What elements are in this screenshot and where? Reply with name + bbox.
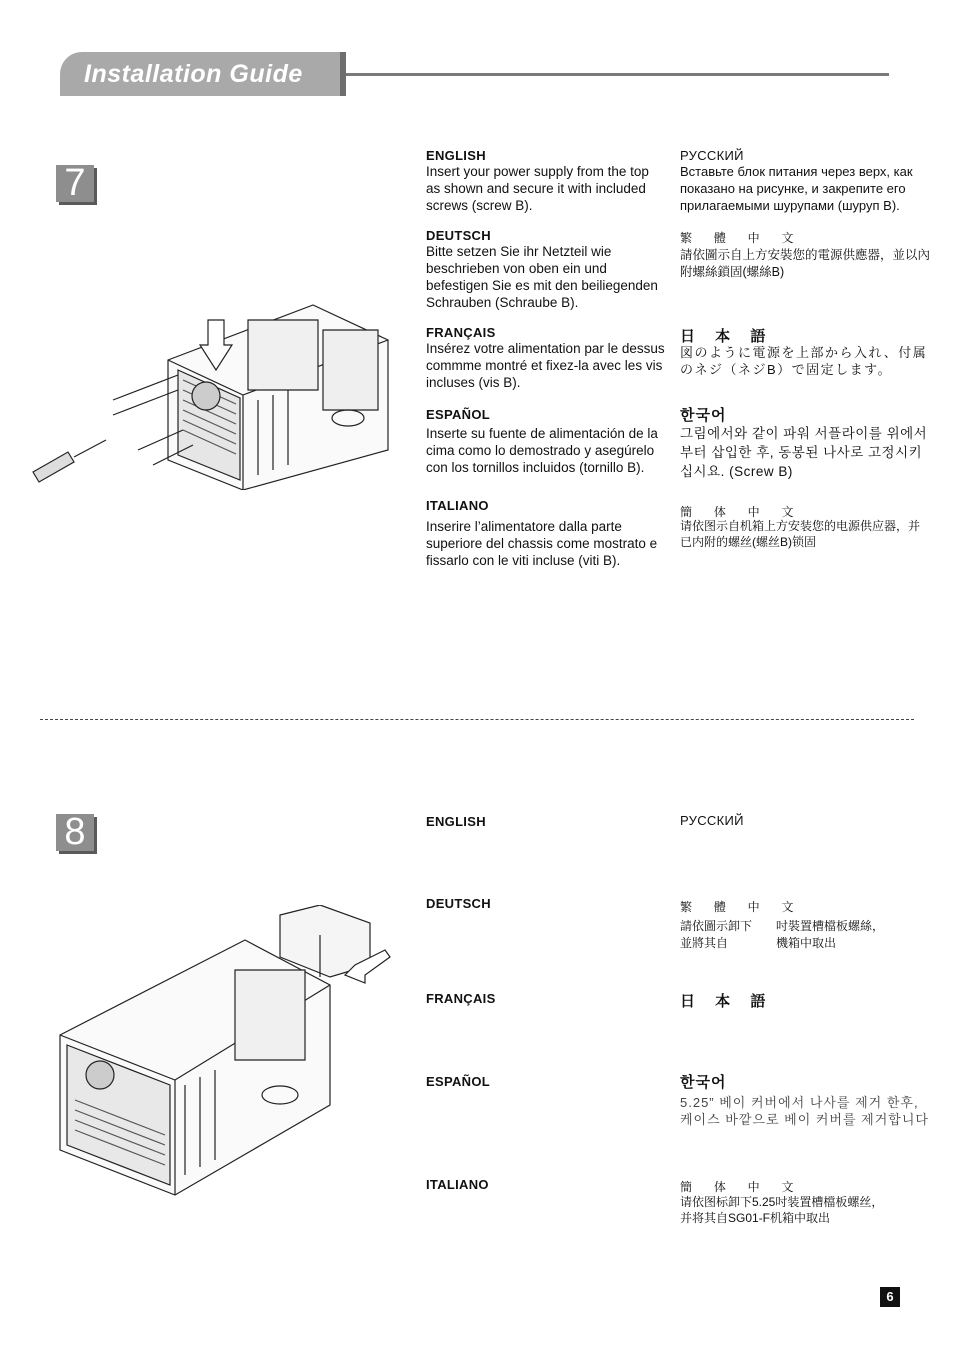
step8-korean-heading: 한국어 xyxy=(680,1074,727,1091)
step8-francais-heading: FRANÇAIS xyxy=(426,991,496,1006)
step8-trad-chinese-line1: 請依圖示卸下 吋裝置槽檔板螺絲， xyxy=(680,919,885,933)
page-number: 6 xyxy=(880,1287,900,1307)
step7-russian-heading: РУССКИЙ xyxy=(680,148,744,163)
step8-english-heading: ENGLISH xyxy=(426,814,486,829)
step7-deutsch-text: Bitte setzen Sie ihr Netzteil wie beschrieben von oben ein und befestigen Sie es mit den beiliegenden Schrauben (Schraube B). xyxy=(426,244,658,310)
step7-japanese-heading: 日 本 語 xyxy=(680,328,774,345)
step7-trad-chinese-text: 請依圖示自上方安裝您的電源供應器，並以內附螺絲鎖固(螺絲B) xyxy=(680,248,931,279)
step8-espanol-heading: ESPAÑOL xyxy=(426,1074,490,1089)
step8-simp-chinese-line1: 请依图标卸下5.25吋装置槽檔板螺丝， xyxy=(680,1195,884,1209)
step7-italiano-text: Inserire l’alimentatore dalla parte superiore del chassis come mostrato e fissarlo con le viti incluse (viti B). xyxy=(426,519,658,568)
header-rule xyxy=(346,73,889,76)
step8-simp-chinese-heading: 簡 体 中 文 xyxy=(680,1180,803,1194)
step7-espanol-heading: ESPAÑOL xyxy=(426,407,490,422)
step7-korean-text: 그림에서와 같이 파워 서플라이를 위에서부터 삽입한 후, 동봉된 나사로 고정시키십시요. (Screw B) xyxy=(680,426,928,479)
step8-trad-chinese-line2: 並將其自 機箱中取出 xyxy=(680,936,837,950)
step7-korean-heading: 한국어 xyxy=(680,407,727,424)
step-7-illustration xyxy=(28,300,398,490)
step8-korean-line2: 케이스 바깥으로 베이 커버를 제거합니다 xyxy=(680,1112,929,1127)
step7-simp-chinese-text: 请依图示自机箱上方安装您的电源供应器，并已内附的螺丝(螺丝B)锁固 xyxy=(680,519,921,549)
step8-russian-heading: РУССКИЙ xyxy=(680,813,744,828)
section-divider xyxy=(40,719,914,720)
step-8-illustration xyxy=(55,905,400,1200)
step7-francais-text: Insérez votre alimentation par le dessus commme montré et fixez-la avec les vis incluses (vis B). xyxy=(426,341,665,390)
step7-espanol-text: Inserte su fuente de alimentación de la cima como lo demostrado y asegúrelo con los tornillos incluidos (tornillo B). xyxy=(426,426,658,475)
step7-russian-text: Вставьте блок питания через верх, как показано на рисунке, и закрепите его прилагаемыми шурупами (шуруп B). xyxy=(680,164,913,213)
page-title: Installation Guide xyxy=(84,60,303,88)
step-7-number: 7 xyxy=(56,165,94,202)
step7-japanese-text: 図のように電源を上部から入れ、付属のネジ（ネジB）で固定します。 xyxy=(680,345,928,377)
step8-italiano-heading: ITALIANO xyxy=(426,1177,489,1192)
step8-simp-chinese-line2: 并将其自SG01-F机箱中取出 xyxy=(680,1211,831,1225)
step8-deutsch-heading: DEUTSCH xyxy=(426,896,491,911)
step8-japanese-heading: 日 本 語 xyxy=(680,993,774,1010)
step7-deutsch-heading: DEUTSCH xyxy=(426,228,491,243)
step7-trad-chinese-heading: 繁 體 中 文 xyxy=(680,231,803,245)
step7-english-text: Insert your power supply from the top as shown and secure it with included screws (screw B). xyxy=(426,164,649,213)
step7-italiano-heading: ITALIANO xyxy=(426,498,489,513)
step8-trad-chinese-heading: 繁 體 中 文 xyxy=(680,900,803,914)
step-8-number: 8 xyxy=(56,814,94,851)
step7-francais-heading: FRANÇAIS xyxy=(426,325,496,340)
step7-english-heading: ENGLISH xyxy=(426,148,486,163)
step7-simp-chinese-heading: 簡 体 中 文 xyxy=(680,505,803,519)
step8-korean-line1: 5.25” 베이 커버에서 나사를 제거 한후, xyxy=(680,1095,919,1110)
